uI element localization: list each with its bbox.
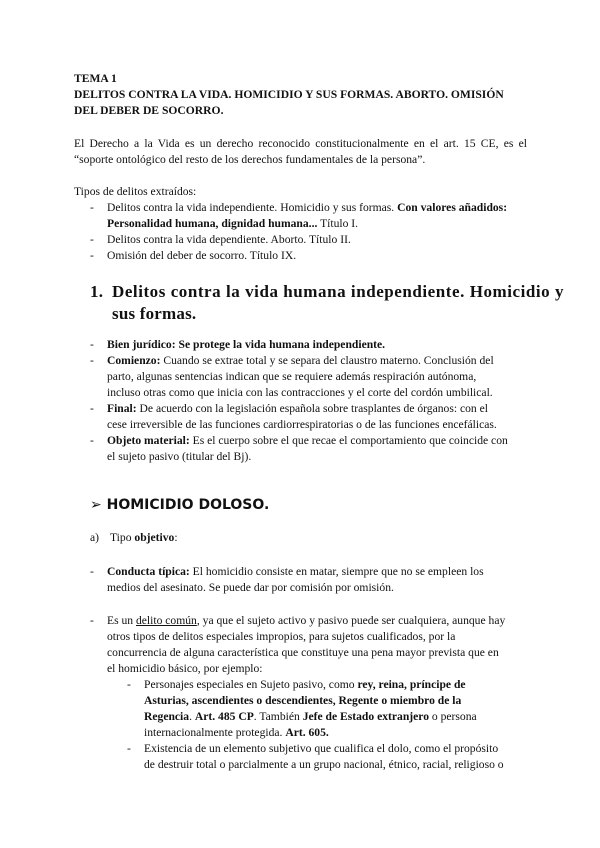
comun-line3: concurrencia de alguna característica que constituye una pena mayor prevista que en xyxy=(107,646,499,659)
list-bullet: - xyxy=(90,354,94,367)
list-bullet: - xyxy=(90,249,94,262)
sub1-bold-a: rey, reina, príncipe de xyxy=(357,678,466,691)
tipo-marker: a) xyxy=(90,531,100,544)
final-text: De acuerdo con la legislación española sobre trasplantes de órganos: con el xyxy=(136,402,488,415)
sub-list-bullet: - xyxy=(127,678,131,691)
conducta-line1 xyxy=(107,564,527,580)
sub1-jefe: Jefe de Estado extranjero xyxy=(302,710,430,723)
homicidio-title: HOMICIDIO DOLOSO. xyxy=(106,497,270,513)
list-bullet: - xyxy=(90,565,94,578)
sub1-sep: . xyxy=(189,710,195,723)
comun-line4: el homicidio básico, por ejemplo: xyxy=(107,662,263,675)
sub1-art485: Art. 485 CP xyxy=(194,710,254,723)
sub2-line2: de destruir total o parcialmente a un grupo nacional, étnico, racial, religioso o xyxy=(144,758,504,771)
arrow-icon: ➢ xyxy=(90,497,102,513)
comienzo-text: Cuando se extrae total y se separa del claustro materno. Conclusión del xyxy=(160,354,494,367)
conducta-label: Conducta típica: xyxy=(107,565,190,578)
objeto-text: Es el cuerpo sobre el que recae el comportamiento que coincide con xyxy=(189,434,508,447)
objeto-line1 xyxy=(107,433,527,449)
comienzo-line1 xyxy=(107,353,527,369)
comienzo-line2: parto, algunas sentencias indican que se requiere además respiración autónoma, xyxy=(107,370,477,383)
objeto-label: Objeto material: xyxy=(107,434,190,447)
tipos-item-1-title: Título I. xyxy=(317,217,359,230)
sub1-text: Personajes especiales en Sujeto pasivo, como xyxy=(144,678,358,691)
list-bullet: - xyxy=(90,233,94,246)
comun-pre: Es un xyxy=(107,614,136,627)
tipos-item-2: Delitos contra la vida dependiente. Aborto. Título II. xyxy=(107,233,351,246)
tipos-item-3: Omisión del deber de socorro. Título IX. xyxy=(107,249,297,262)
comienzo-label: Comienzo: xyxy=(107,354,161,367)
tipos-item-1 xyxy=(107,200,527,216)
section-title-line2: sus formas. xyxy=(112,304,197,323)
final-label: Final: xyxy=(107,402,137,415)
tipos-item-1-text: Delitos contra la vida independiente. Homicidio y sus formas. xyxy=(107,201,398,214)
intro-line2: “soporte ontológico del resto de los derechos fundamentales de la persona”. xyxy=(74,153,426,166)
bien-juridico-label: Bien jurídico: xyxy=(107,338,179,351)
comienzo-line3: incluso otras como que inicia con las contracciones y el corte del cordón umbilical. xyxy=(107,386,493,399)
conducta-line2: medios del asesinato. Se puede dar por comisión por omisión. xyxy=(107,581,394,594)
tipo-bold: objetivo xyxy=(134,531,175,544)
comun-line1 xyxy=(107,613,527,629)
tipo-colon: : xyxy=(174,531,178,544)
bien-juridico xyxy=(107,337,527,353)
page-title-line1: DELITOS CONTRA LA VIDA. HOMICIDIO Y SUS FORMAS. ABORTO. OMISIÓN xyxy=(74,88,504,101)
sub1-art605: Art. 605. xyxy=(285,726,329,739)
tema-label: TEMA 1 xyxy=(74,72,117,85)
section-number: 1. xyxy=(90,282,104,301)
tipos-item-1-cont xyxy=(107,216,527,232)
list-bullet: - xyxy=(90,434,94,447)
comun-text: , ya que el sujeto activo y pasivo puede ser cualquiera, aunque hay xyxy=(196,614,506,627)
list-bullet: - xyxy=(90,402,94,415)
tipo-text: Tipo xyxy=(110,531,135,544)
final-line2: cese irreversible de las funciones cardiorrespiratorias o de las funciones encefálicas. xyxy=(107,418,497,431)
final-line1 xyxy=(107,401,527,417)
sub2-line1: Existencia de un elemento subjetivo que cualifica el dolo, como el propósito xyxy=(144,742,499,755)
sub1-persona: o persona xyxy=(429,710,477,723)
page-title-line2: DEL DEBER DE SOCORRO. xyxy=(74,104,224,117)
sub1-line1 xyxy=(144,677,527,693)
section-title-line1: Delitos contra la vida humana independiente. Homicidio y xyxy=(112,282,565,301)
comun-line2: otros tipos de delitos especiales impropios, para sujetos cualificados, por la xyxy=(107,630,456,643)
sub1-tambien: . También xyxy=(253,710,303,723)
intro-line1: El Derecho a la Vida es un derecho reconocido constitucionalmente en el art. 15 CE, es el xyxy=(74,137,527,150)
sub1-line2: Asturias, ascendientes o descendientes, Regente o miembro de la xyxy=(144,694,462,707)
homicidio-heading xyxy=(90,495,269,515)
tipos-item-1-bold: Con valores añadidos: xyxy=(397,201,508,214)
objeto-line2: el sujeto pasivo (titular del Bj). xyxy=(107,450,252,463)
delito-comun-link: delito común xyxy=(135,614,197,627)
bien-juridico-text: Se protege la vida humana independiente. xyxy=(178,338,386,351)
conducta-text: El homicidio consiste en matar, siempre que no se empleen los xyxy=(189,565,484,578)
sub1-regencia: Regencia xyxy=(144,710,190,723)
sub1-line3 xyxy=(144,709,527,725)
list-bullet: - xyxy=(90,338,94,351)
tipos-item-1-values: Personalidad humana, dignidad humana... xyxy=(107,217,318,230)
tipo-objetivo xyxy=(110,530,178,546)
list-bullet: - xyxy=(90,201,94,214)
sub-list-bullet: - xyxy=(127,742,131,755)
tipos-heading: Tipos de delitos extraídos: xyxy=(74,185,197,198)
sub1-line4 xyxy=(144,725,527,741)
list-bullet: - xyxy=(90,614,94,627)
sub1-protegida: internacionalmente protegida. xyxy=(144,726,286,739)
